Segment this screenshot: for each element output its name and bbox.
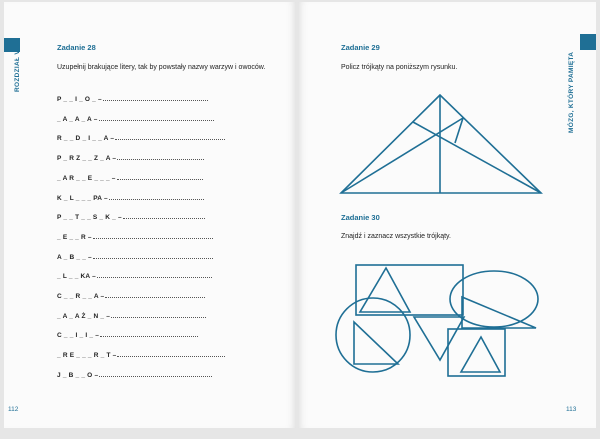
top-rectangle	[356, 265, 463, 315]
task-29-instruction: Policz trójkąty na poniższym rysunku.	[341, 64, 458, 71]
task-30-title: Zadanie 30	[341, 213, 380, 222]
triangle-in-square	[461, 337, 500, 372]
word-row-letters: P _ _ T _ _ S _ K _ –	[57, 214, 122, 222]
word-row-letters: _ L _ _ KA –	[57, 273, 96, 281]
word-row-letters: _ E _ _ R –	[57, 233, 92, 241]
middle-inverted-triangle	[414, 317, 464, 360]
word-row-letters: C _ _ I _ I _ –	[57, 332, 100, 340]
word-row-letters: _ A R _ _ E _ _ _ –	[57, 174, 116, 182]
bottom-right-square	[448, 329, 505, 376]
word-row-letters: J _ B _ _ O –	[57, 371, 99, 379]
word-row-letters: _ R E _ _ _ R _ T –	[57, 352, 117, 360]
task-29-title: Zadanie 29	[341, 43, 380, 52]
word-row-letters: _ A _ A Ż _ N _ –	[57, 312, 111, 320]
book-side-label: MÓZG, KTÓRY PAMIĘTA	[568, 51, 575, 133]
page-number-left: 112	[8, 406, 19, 413]
word-row-letters: P _ R Z _ _ Z _ A –	[57, 155, 117, 163]
task-28-instruction: Uzupełnij brakujące litery, tak by powstały nazwy warzyw i owoców.	[57, 64, 266, 71]
chapter-side-label: ROZDZIAŁ V	[14, 50, 21, 92]
triangle-in-rectangle	[360, 268, 410, 312]
triangle-in-circle	[354, 322, 398, 364]
page-number-right: 113	[566, 406, 577, 413]
task-28-title: Zadanie 28	[57, 43, 96, 52]
word-row-letters: R _ _ D _ I _ _ A –	[57, 135, 115, 143]
word-row-letters: _ A _ A _ A –	[57, 115, 98, 123]
word-row-letters: K _ L _ _ _ PA –	[57, 194, 108, 202]
word-row-letters: C _ _ R _ _ A –	[57, 293, 105, 300]
task-30-instruction: Znajdź i zaznacz wszystkie trójkąty.	[341, 233, 451, 240]
word-row-letters: P _ _ I _ O _ –	[57, 96, 102, 103]
large-circle	[336, 298, 410, 372]
word-row-letters: A _ B _ _ –	[57, 253, 92, 261]
